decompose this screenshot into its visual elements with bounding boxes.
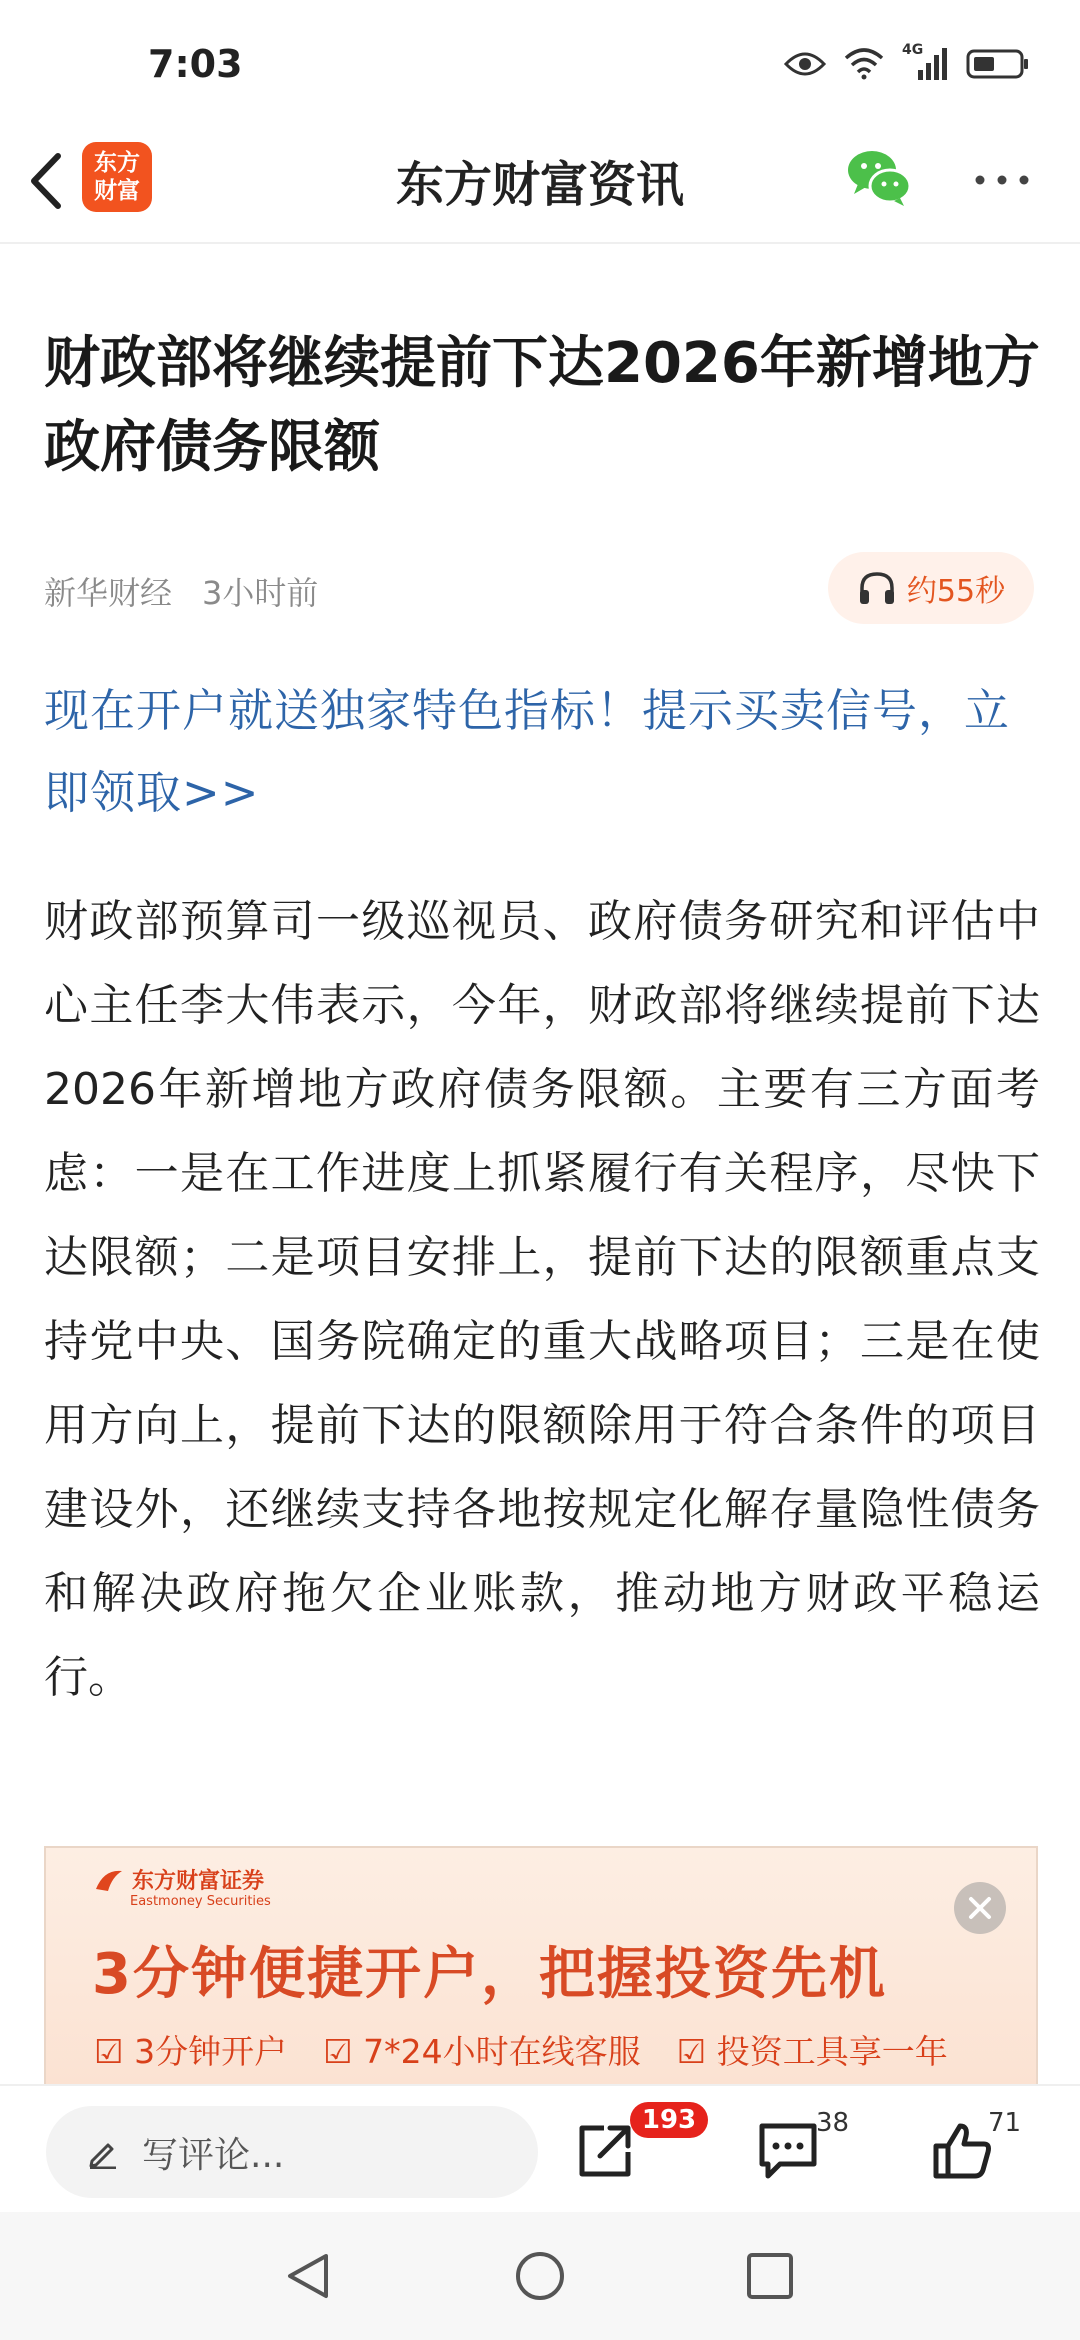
ad-headline: 3分钟便捷开户，把握投资先机 bbox=[92, 1942, 887, 2007]
ad-brand-name: 东方财富证券 bbox=[132, 1869, 265, 1894]
logo-text-top: 东方 bbox=[94, 150, 140, 176]
article-meta bbox=[44, 568, 318, 614]
nav-home-icon[interactable] bbox=[514, 2250, 566, 2302]
pencil-icon bbox=[86, 2135, 120, 2169]
ad-features bbox=[94, 2026, 948, 2073]
nav-back-icon[interactable] bbox=[282, 2250, 334, 2302]
comment-count: 38 bbox=[816, 2108, 850, 2138]
comment-icon bbox=[756, 2120, 820, 2182]
page-title: 东方财富资讯 bbox=[395, 157, 684, 213]
bottom-action-bar bbox=[0, 2084, 1080, 2214]
logo-text-bottom: 财富 bbox=[94, 178, 140, 204]
promo-link[interactable]: 现在开户就送独家特色指标！提示买卖信号，立即领取>> bbox=[44, 684, 1011, 819]
audio-play-button[interactable] bbox=[828, 552, 1034, 624]
headphones-icon bbox=[857, 570, 897, 606]
article-title: 财政部将继续提前下达2026年新增地方政府债务限额 bbox=[44, 331, 1040, 480]
ad-feature: ☑ 7*24小时在线客服 bbox=[323, 2032, 641, 2071]
ad-feature: ☑ 3分钟开户 bbox=[94, 2032, 288, 2071]
status-time: 7:03 bbox=[148, 42, 243, 86]
nav-bar bbox=[0, 120, 1080, 244]
more-icon[interactable] bbox=[972, 170, 1032, 190]
status-icons bbox=[784, 42, 1030, 86]
wechat-icon[interactable] bbox=[846, 148, 912, 208]
share-icon bbox=[574, 2120, 636, 2182]
ad-brand-en: Eastmoney Securities bbox=[130, 1894, 271, 1909]
like-count: 71 bbox=[988, 2108, 1022, 2138]
ad-brand bbox=[94, 1864, 264, 1895]
nav-recents-icon[interactable] bbox=[744, 2250, 796, 2302]
network-type-label: 4G bbox=[902, 42, 924, 58]
audio-duration: 约55秒 bbox=[906, 574, 1006, 609]
battery-icon bbox=[966, 48, 1030, 80]
thumbs-up-icon bbox=[930, 2120, 994, 2182]
system-nav-bar bbox=[0, 2212, 1080, 2340]
cellular-signal-icon bbox=[902, 42, 948, 82]
ad-feature: ☑ 投资工具享一年 bbox=[676, 2032, 948, 2071]
status-bar bbox=[0, 0, 1080, 120]
ad-close-button[interactable] bbox=[954, 1882, 1006, 1934]
brand-logo-icon bbox=[94, 1867, 124, 1893]
share-count-badge: 193 bbox=[630, 2102, 708, 2138]
eye-icon bbox=[784, 50, 826, 78]
article-source: 新华财经 bbox=[44, 574, 173, 612]
close-icon bbox=[967, 1895, 993, 1921]
ad-banner[interactable] bbox=[44, 1846, 1038, 2090]
comment-input[interactable] bbox=[46, 2106, 538, 2198]
comment-placeholder: 写评论... bbox=[142, 2134, 285, 2176]
article-time: 3小时前 bbox=[202, 574, 319, 612]
wifi-icon bbox=[844, 48, 884, 80]
article-body: 财政部预算司一级巡视员、政府债务研究和评估中心主任李大伟表示，今年，财政部将继续提前下达2026年新增地方政府债务限额。主要有三方面考虑：一是在工作进度上抓紧履行有关程序，尽快下达限额；二是项目安排上，提前下达的限额重点支持党中央、国务院确定的重大战略项目；三是在使用方向上，提前下达的限额除用于符合条件的项目建设外，还继续支持各地按规定化解存量隐性债务和解决政府拖欠企业账款，推动地方财政平稳运行。 bbox=[44, 896, 1040, 1703]
